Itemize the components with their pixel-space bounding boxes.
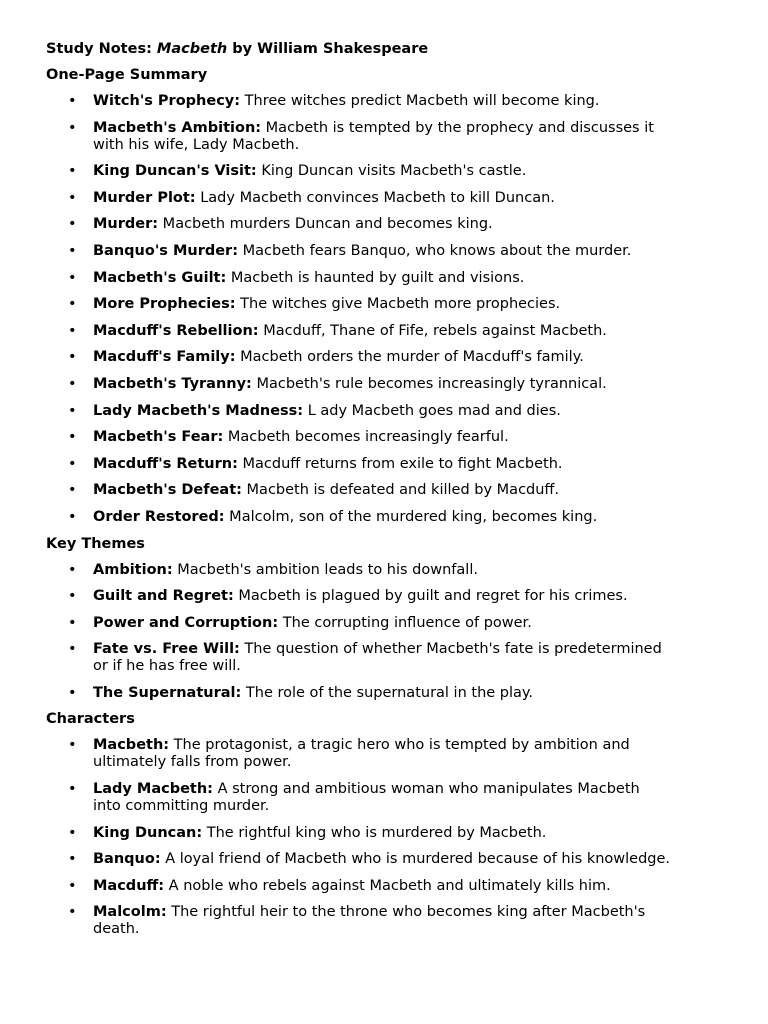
item-term: Witch's Prophecy: (93, 93, 241, 109)
item-text: Macbeth's ambition leads to his downfall. (172, 561, 478, 578)
item-text: The rightful king who is murdered by Macbeth. (202, 824, 547, 841)
bullet-icon: • (68, 429, 77, 446)
list-item (46, 243, 722, 260)
list-item (46, 349, 722, 366)
bullet-icon: • (68, 482, 77, 499)
bullet-icon: • (68, 119, 77, 136)
bullet-icon: • (68, 189, 77, 206)
list-item (46, 562, 722, 579)
item-text: King Duncan visits Macbeth's castle. (256, 163, 527, 180)
list-item (46, 482, 722, 499)
item-text: Macbeth is tempted by the prophecy and discusses it with his wife, Lady Macbeth. (93, 119, 654, 153)
item-term: Macduff's Family: (93, 349, 236, 366)
item-term: Malcolm: (93, 904, 167, 921)
item-text: Three witches predict Macbeth will become king. (240, 93, 600, 109)
bullet-icon: • (68, 824, 77, 841)
item-text: Macbeth murders Duncan and becomes king. (158, 216, 493, 233)
item-term: More Prophecies: (93, 296, 236, 313)
item-text: Macbeth is plagued by guilt and regret for his crimes. (233, 588, 628, 605)
sections-container (46, 67, 722, 938)
item-term: Macduff's Return: (93, 455, 238, 472)
item-text: The protagonist, a tragic hero who is tempted by ambition and ultimately falls from power. (93, 737, 630, 771)
item-term: Guilt and Regret: (93, 588, 234, 605)
list-item (46, 216, 722, 233)
bullet-icon: • (68, 508, 77, 525)
list-item (46, 456, 722, 473)
bullet-icon: • (68, 242, 77, 259)
list-item (46, 270, 722, 287)
item-term: Power and Corruption: (93, 614, 279, 631)
item-term: Macbeth's Guilt: (93, 269, 227, 286)
list-item (46, 685, 722, 702)
bullet-icon: • (68, 93, 77, 109)
bullet-icon: • (68, 588, 77, 605)
list-item (46, 190, 722, 207)
bullet-icon: • (68, 349, 77, 366)
list-item (46, 296, 722, 313)
item-text: Macduff, Thane of Fife, rebels against Macbeth. (258, 322, 607, 339)
item-text: Macbeth orders the murder of Macduff's family. (235, 349, 584, 366)
item-term: Lady Macbeth's Madness: (93, 402, 304, 419)
bullet-icon: • (68, 561, 77, 578)
item-text: A strong and ambitious woman who manipulates Macbeth into committing murder. (93, 781, 640, 815)
item-term: Lady Macbeth: (93, 781, 213, 798)
item-term: King Duncan: (93, 824, 203, 841)
item-term: Order Restored: (93, 508, 225, 525)
bullet-list (46, 737, 722, 938)
list-item (46, 163, 722, 180)
title-suffix: by William Shakespeare (227, 41, 429, 57)
list-item (46, 120, 722, 154)
item-term: Macduff's Rebellion: (93, 322, 259, 339)
item-text: The corrupting influence of power. (278, 614, 532, 631)
item-text: Lady Macbeth convinces Macbeth to kill Duncan. (195, 189, 555, 206)
list-item (46, 781, 722, 815)
page-title (46, 41, 722, 58)
item-term: Macbeth's Defeat: (93, 482, 242, 499)
item-text: The rightful heir to the throne who becomes king after Macbeth's death. (93, 904, 646, 938)
bullet-icon: • (68, 455, 77, 472)
bullet-icon: • (68, 641, 77, 658)
bullet-icon: • (68, 877, 77, 894)
item-term: Murder Plot: (93, 189, 196, 206)
title-prefix: Study Notes: (46, 41, 157, 57)
item-term: Ambition: (93, 561, 173, 578)
list-item (46, 737, 722, 771)
list-item (46, 588, 722, 605)
item-text: The witches give Macbeth more prophecies. (235, 296, 561, 313)
item-term: Macbeth's Fear: (93, 429, 224, 446)
bullet-list (46, 93, 722, 526)
item-text: Macbeth is defeated and killed by Macduff. (241, 482, 560, 499)
item-term: Macbeth's Tyranny: (93, 375, 252, 392)
list-item (46, 641, 722, 675)
title-work: Macbeth (156, 41, 228, 57)
item-text: Macbeth fears Banquo, who knows about the murder. (238, 242, 632, 259)
bullet-icon: • (68, 163, 77, 180)
list-item (46, 904, 722, 938)
list-item (46, 615, 722, 632)
bullet-icon: • (68, 322, 77, 339)
section-heading: Characters (46, 711, 135, 728)
list-item (46, 376, 722, 393)
item-text: Macduff returns from exile to fight Macbeth. (237, 455, 563, 472)
list-item (46, 851, 722, 868)
item-term: Macbeth's Ambition: (93, 119, 262, 136)
list-item (46, 509, 722, 526)
bullet-icon: • (68, 614, 77, 631)
item-text: Macbeth becomes increasingly fearful. (223, 429, 509, 446)
bullet-icon: • (68, 737, 77, 754)
section-heading: Key Themes (46, 535, 145, 552)
item-text: The question of whether Macbeth's fate is predetermined or if he has free will. (93, 641, 662, 675)
item-term: The Supernatural: (93, 684, 242, 701)
list-item (46, 323, 722, 340)
section-heading: One-Page Summary (46, 67, 208, 83)
item-term: King Duncan's Visit: (93, 163, 257, 180)
list-item (46, 878, 722, 895)
item-term: Banquo's Murder: (93, 242, 239, 259)
list-item (46, 93, 722, 110)
bullet-icon: • (68, 904, 77, 921)
item-term: Macduff: (93, 877, 165, 894)
bullet-icon: • (68, 684, 77, 701)
item-text: A loyal friend of Macbeth who is murdered because of his knowledge. (160, 851, 671, 868)
list-item (46, 825, 722, 842)
item-text: L ady Macbeth goes mad and dies. (303, 402, 561, 419)
bullet-icon: • (68, 402, 77, 419)
list-item (46, 403, 722, 420)
bullet-icon: • (68, 375, 77, 392)
item-term: Banquo: (93, 851, 161, 868)
bullet-icon: • (68, 269, 77, 286)
bullet-icon: • (68, 216, 77, 233)
bullet-icon: • (68, 296, 77, 313)
bullet-icon: • (68, 781, 77, 798)
item-text: Macbeth's rule becomes increasingly tyrannical. (251, 375, 607, 392)
item-term: Macbeth: (93, 737, 170, 754)
bullet-list (46, 562, 722, 702)
bullet-icon: • (68, 851, 77, 868)
item-term: Murder: (93, 216, 159, 233)
item-text: The role of the supernatural in the play. (241, 684, 534, 701)
item-text: Macbeth is haunted by guilt and visions. (226, 269, 525, 286)
list-item (46, 429, 722, 446)
item-term: Fate vs. Free Will: (93, 641, 240, 658)
item-text: Malcolm, son of the murdered king, becomes king. (224, 508, 598, 525)
item-text: A noble who rebels against Macbeth and ultimately kills him. (164, 877, 611, 894)
